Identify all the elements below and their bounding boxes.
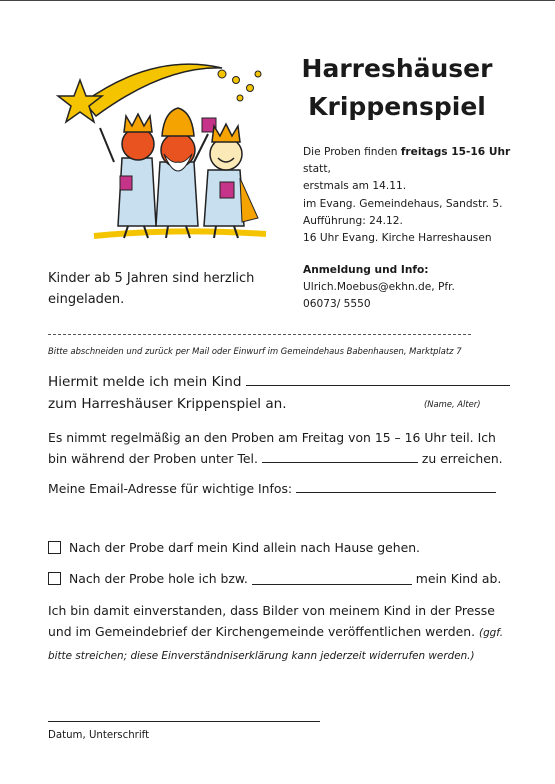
attendance-statement: Es nimmt regelmäßig an den Proben am Freitag von 15 – 16 Uhr teil. Ich bin während der Proben unter Tel. zu erreichen. xyxy=(48,430,503,466)
page-title xyxy=(282,50,512,126)
option-walk-home: Nach der Probe darf mein Kind allein nach Hause gehen. xyxy=(48,540,420,555)
signature-field[interactable] xyxy=(48,721,320,722)
info-line: statt, xyxy=(303,163,331,176)
email-field[interactable] xyxy=(296,480,496,493)
info-line: erstmals am 14.11. xyxy=(303,180,407,193)
child-name-field[interactable] xyxy=(246,371,510,386)
invitation-text: Kinder ab 5 Jahren sind herzlich eingeladen. xyxy=(48,271,255,307)
consent-note: (ggf. bitte streichen; diese Einverständniserklärung kann jederzeit widerrufen werden.) xyxy=(48,627,504,662)
walk-home-checkbox[interactable] xyxy=(48,541,61,554)
rehearsal-info xyxy=(303,144,510,247)
email-row: Meine Email-Adresse für wichtige Infos: xyxy=(48,480,496,496)
cut-instructions: Bitte abschneiden und zurück per Mail oder Einwurf im Gemeindehaus Babenhausen, Marktplatz 7 xyxy=(48,346,462,356)
info-line: 16 Uhr Evang. Kirche Harreshausen xyxy=(303,232,492,245)
signature-label: Datum, Unterschrift xyxy=(48,730,150,741)
pickup-person-field[interactable] xyxy=(252,572,412,585)
page-top-border xyxy=(0,0,555,1)
photo-consent: Ich bin damit einverstanden, dass Bilder von meinem Kind in der Presse und im Gemeindebrief der Kirchengemeinde veröffentlichen werden. (ggf. bitte streichen; diese Einverständniserklärung kann jederzeit widerrufen werden.) xyxy=(48,603,504,662)
name-age-hint: (Name, Alter) xyxy=(424,399,481,409)
title-line-1: Harreshäuser xyxy=(301,54,493,83)
info-line: Aufführung: 24.12. xyxy=(303,214,403,227)
contact-info xyxy=(303,262,455,314)
title-line-2: Krippenspiel xyxy=(308,92,486,121)
registration-statement: Hiermit melde ich mein Kind zum Harreshäuser Krippenspiel an. xyxy=(48,371,510,415)
option-pickup: Nach der Probe hole ich bzw. mein Kind ab. xyxy=(48,571,501,586)
contact-heading: Anmeldung und Info: xyxy=(303,264,429,276)
pickup-checkbox[interactable] xyxy=(48,572,61,585)
info-line: im Evang. Gemeindehaus, Sandstr. 5. xyxy=(303,197,503,210)
contact-email: Ulrich.Moebus@ekhn.de, Pfr. xyxy=(303,281,455,294)
three-kings-illustration xyxy=(44,58,276,250)
cut-line xyxy=(48,334,471,335)
rehearsal-time-line: Die Proben finden freitags 15-16 Uhr xyxy=(303,146,511,158)
contact-phone: 06073/ 5550 xyxy=(303,298,371,311)
phone-field[interactable] xyxy=(262,450,418,463)
